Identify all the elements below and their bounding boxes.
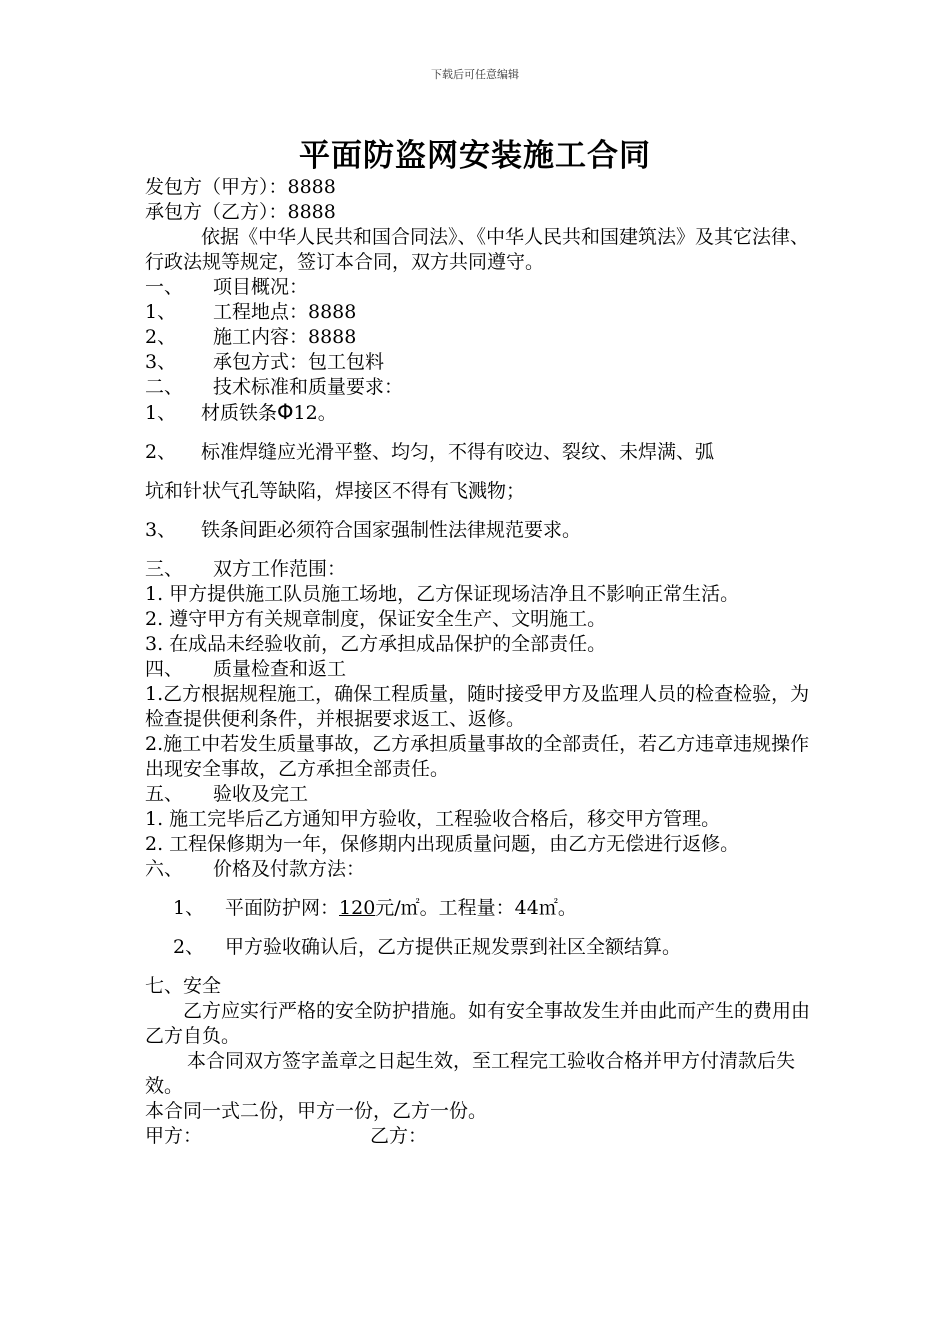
item-text: 铁条间距必须符合国家强制性法律规范要求。 [201, 519, 582, 541]
item-num: 2、 [145, 441, 177, 463]
party-a-signature-label: 甲方： [145, 1125, 203, 1147]
party-b-signature-label: 乙方： [370, 1125, 428, 1147]
section-num: 四、 [145, 658, 184, 680]
section-7-heading: 七、安全 [145, 975, 222, 997]
section-5-heading [145, 782, 815, 807]
list-item [145, 440, 815, 465]
list-item [145, 518, 815, 543]
section-title: 价格及付款方法： [213, 858, 366, 880]
item-text: 工程地点：8888 [213, 301, 357, 323]
list-item: 3. 在成品未经验收前，乙方承担成品保护的全部责任。 [145, 633, 607, 655]
list-item: 2.施工中若发生质量事故，乙方承担质量事故的全部责任，若乙方违章违规操作出现安全事故，乙方承担全部责任。 [145, 733, 810, 780]
effective-paragraph: 本合同双方签字盖章之日起生效，至工程完工验收合格并甲方付清款后失效。 [145, 1050, 796, 1097]
contract-body [145, 175, 815, 1149]
item-num: 1、 [145, 402, 177, 424]
list-item-continuation: 坑和针状气孔等缺陷，焊接区不得有飞溅物； [145, 480, 526, 502]
item-num: 3、 [145, 519, 177, 541]
safety-paragraph: 乙方应实行严格的安全防护措施。如有安全事故发生并由此而产生的费用由乙方自负。 [145, 1000, 811, 1047]
list-item [145, 350, 815, 375]
section-title: 质量检查和返工 [213, 658, 347, 680]
section-num: 六、 [145, 858, 184, 880]
list-item [145, 400, 815, 426]
section-6-heading [145, 857, 815, 882]
list-item [145, 935, 815, 960]
item-text: 元/㎡。工程量：44㎡。 [375, 897, 577, 919]
list-item: 1. 施工完毕后乙方通知甲方验收，工程验收合格后，移交甲方管理。 [145, 808, 721, 830]
price-value: 120 [339, 897, 376, 919]
list-item [145, 896, 815, 921]
copies-line: 本合同一式二份，甲方一份，乙方一份。 [145, 1100, 488, 1122]
party-b-line: 承包方（乙方）：8888 [145, 201, 336, 223]
item-num: 2、 [173, 936, 205, 958]
list-item: 2. 遵守甲方有关规章制度，保证安全生产、文明施工。 [145, 608, 607, 630]
list-item: 2. 工程保修期为一年，保修期内出现质量问题，由乙方无偿进行返修。 [145, 833, 740, 855]
item-text: 12。 [293, 402, 337, 424]
list-item: 1. 甲方提供施工队员施工场地，乙方保证现场洁净且不影响正常生活。 [145, 583, 740, 605]
preamble: 依据《中华人民共和国合同法》、《中华人民共和国建筑法》及其它法律、行政法规等规定，签订本合同，双方共同遵守。 [145, 226, 810, 273]
section-1-heading [145, 275, 815, 300]
section-num: 五、 [145, 783, 184, 805]
section-2-heading [145, 375, 815, 400]
party-a-line: 发包方（甲方）：8888 [145, 176, 336, 198]
section-title: 项目概况： [213, 276, 309, 298]
item-num: 1、 [145, 301, 177, 323]
phi-symbol: Φ [277, 400, 294, 424]
section-num: 三、 [145, 558, 184, 580]
header-note: 下载后可任意编辑 [431, 68, 519, 81]
list-item [145, 325, 815, 350]
list-item [145, 300, 815, 325]
item-text: 施工内容：8888 [213, 326, 357, 348]
page-title: 平面防盗网安装施工合同 [299, 138, 651, 174]
signature-line [145, 1124, 815, 1149]
list-item: 1.乙方根据规程施工，确保工程质量，随时接受甲方及监理人员的检查检验，为检查提供便利条件，并根据要求返工、返修。 [145, 683, 810, 730]
section-title: 验收及完工 [213, 783, 309, 805]
section-4-heading [145, 657, 815, 682]
item-text: 承包方式：包工包料 [213, 351, 385, 373]
item-num: 1、 [173, 897, 205, 919]
section-num: 二、 [145, 376, 184, 398]
item-text: 平面防护网： [225, 897, 340, 919]
item-num: 2、 [145, 326, 177, 348]
section-num: 一、 [145, 276, 184, 298]
item-text: 甲方验收确认后，乙方提供正规发票到社区全额结算。 [225, 936, 682, 958]
section-3-heading [145, 557, 815, 582]
item-text: 标准焊缝应光滑平整、均匀，不得有咬边、裂纹、未焊满、弧 [201, 441, 715, 463]
item-num: 3、 [145, 351, 177, 373]
item-text: 材质铁条 [201, 402, 278, 424]
section-title: 双方工作范围： [213, 558, 347, 580]
section-title: 技术标准和质量要求： [213, 376, 404, 398]
